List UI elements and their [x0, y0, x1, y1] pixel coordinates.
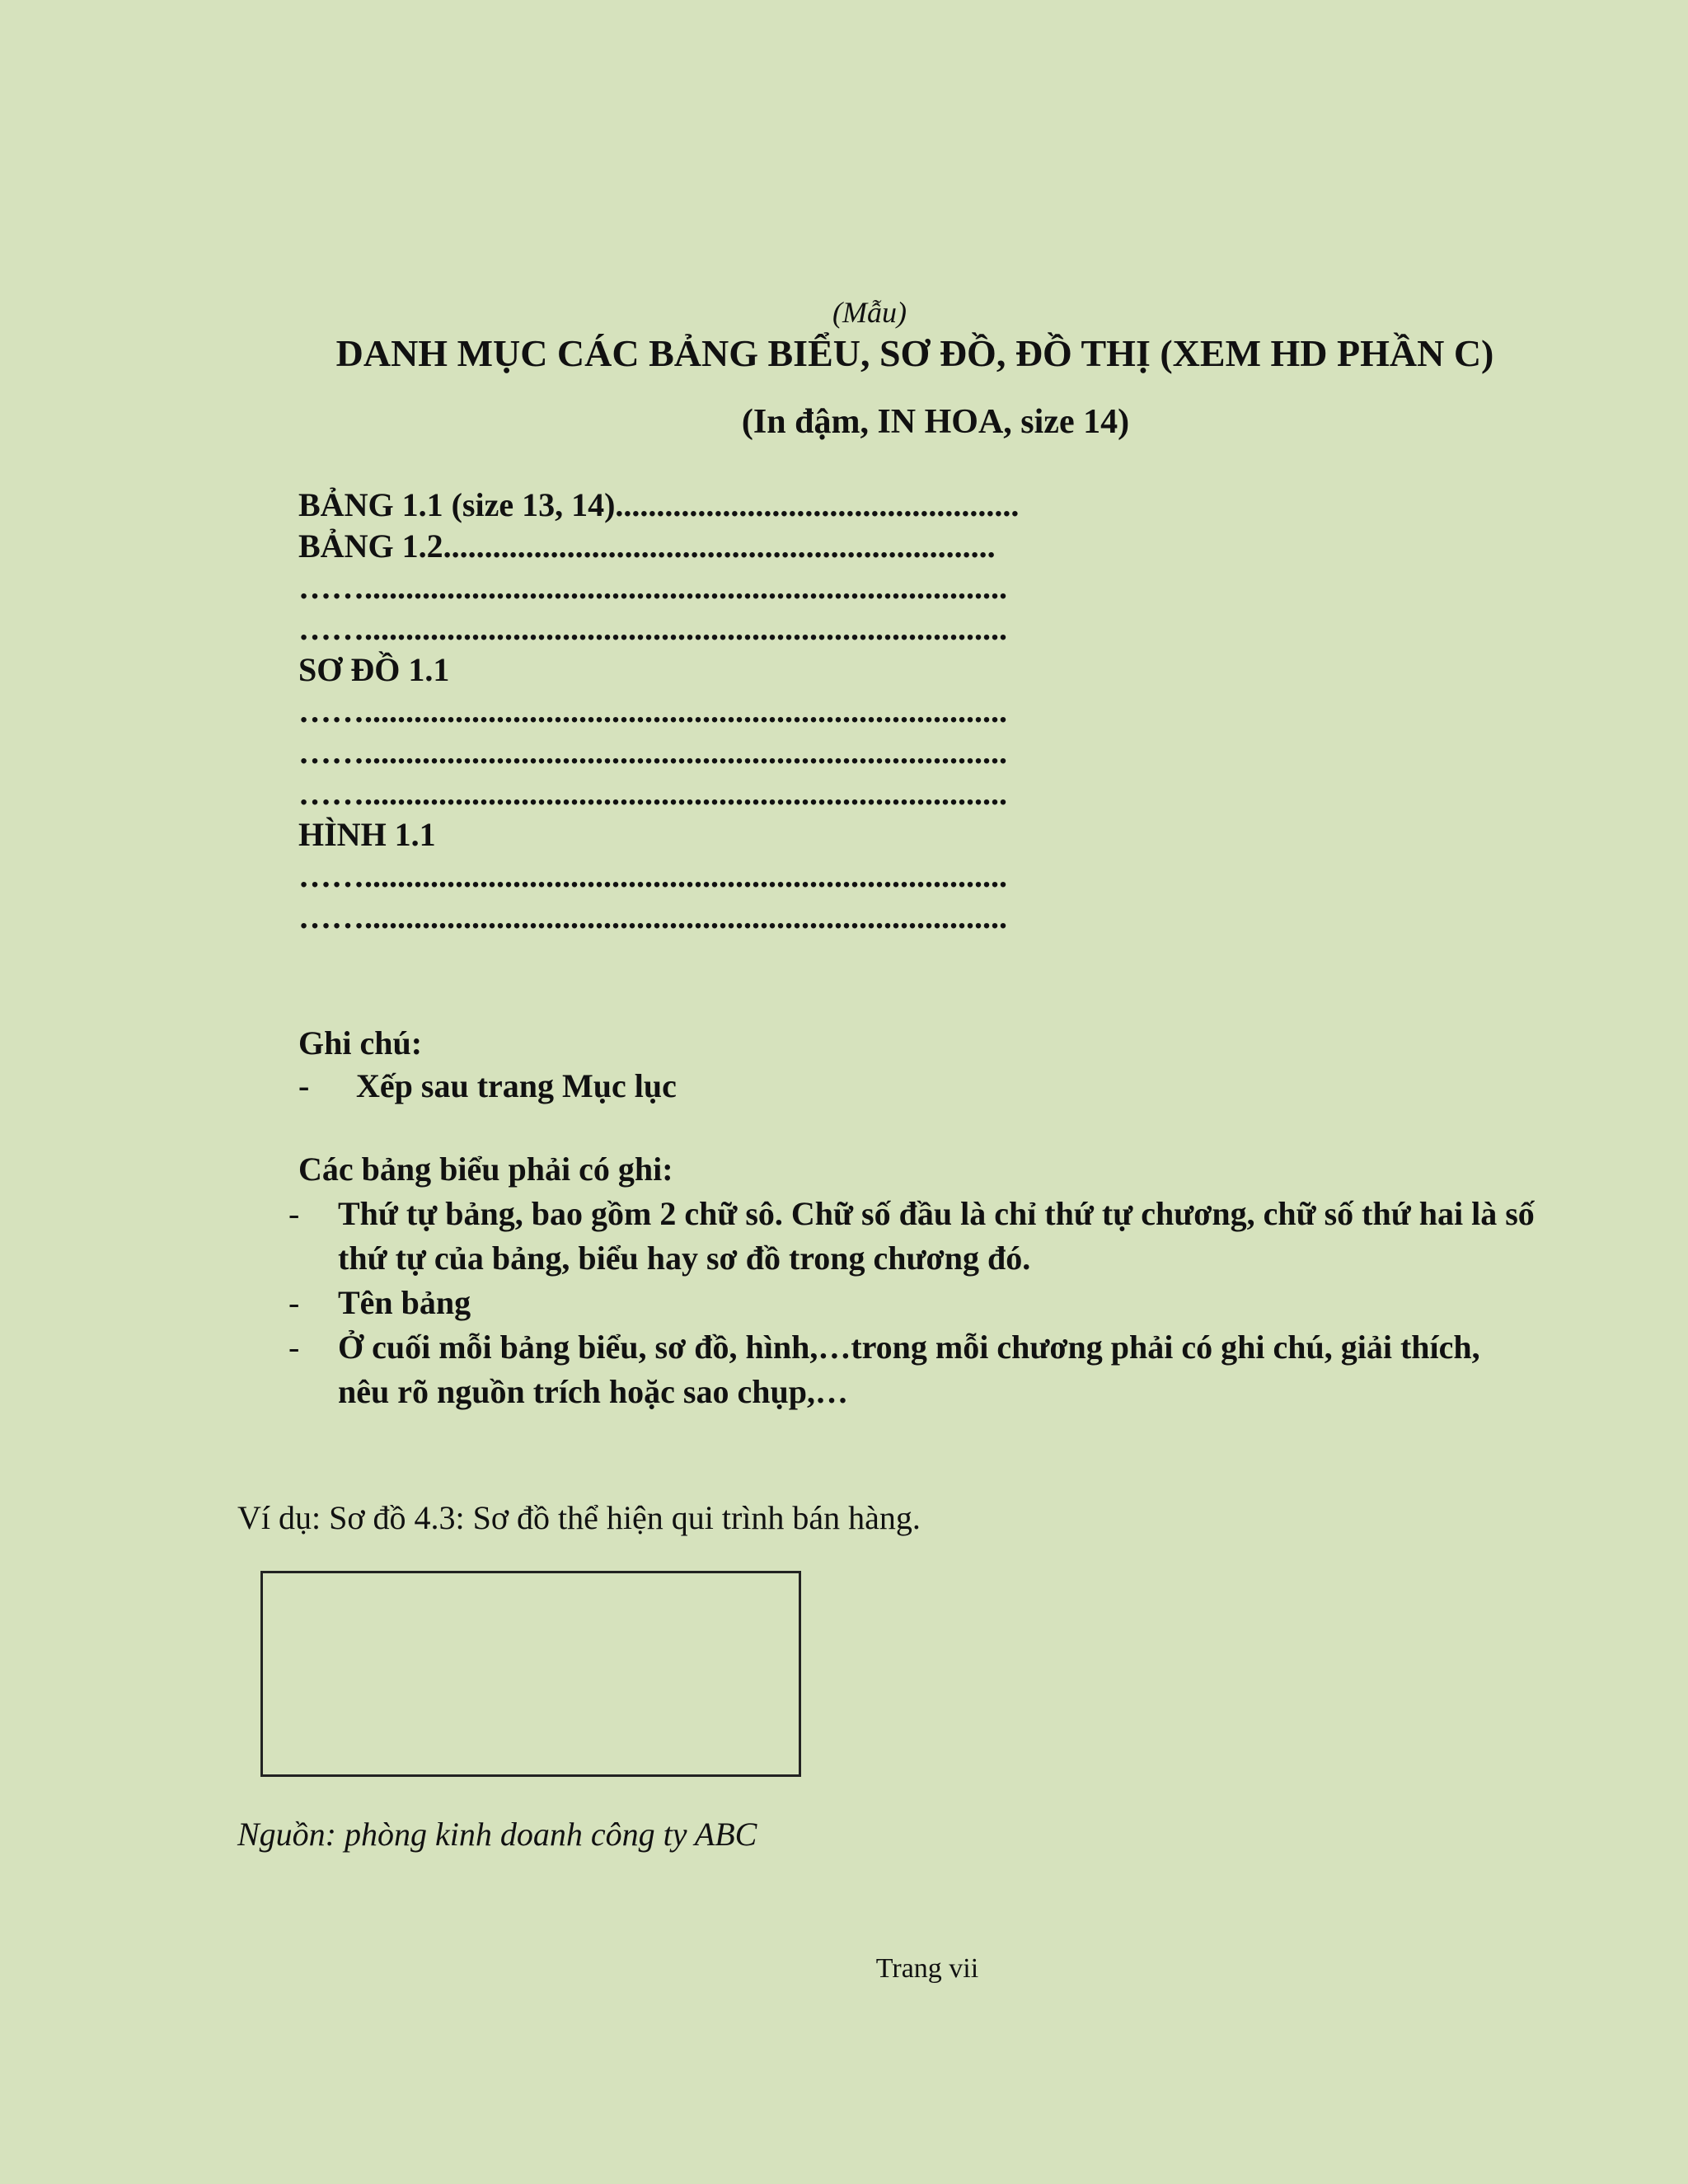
page-subtitle: (In đậm, IN HOA, size 14) — [741, 403, 1130, 441]
requirements-list — [288, 1192, 1535, 1414]
toc-line: HÌNH 1.1 — [298, 816, 436, 853]
toc-line: BẢNG 1.1 (size 13, 14)................................................. — [298, 486, 1020, 523]
toc-line: …….............................................................................. — [298, 733, 1007, 771]
list-item — [288, 1281, 1535, 1325]
example-caption: Ví dụ: Sơ đồ 4.3: Sơ đồ thể hiện qui trình bán hàng. — [237, 1499, 921, 1536]
dash-bullet: - — [288, 1284, 300, 1321]
table-of-figures — [298, 485, 1123, 938]
toc-line: …….............................................................................. — [298, 775, 1007, 812]
requirements-section — [288, 1147, 1535, 1414]
toc-line: …….............................................................................. — [298, 692, 1007, 729]
list-item-text: Tên bảng — [338, 1284, 471, 1321]
notes-item-text: Xếp sau trang Mục lục — [356, 1067, 677, 1104]
toc-line: …….............................................................................. — [298, 857, 1007, 894]
list-item — [288, 1192, 1535, 1281]
list-item-text: Ở cuối mỗi bảng biểu, sơ đồ, hình,…trong mỗi chương phải có ghi chú, giải thích, nêu rõ nguồn trích hoặc sao chụp,… — [338, 1329, 1480, 1410]
toc-line: SƠ ĐỒ 1.1 — [298, 651, 450, 688]
toc-line: …….............................................................................. — [298, 610, 1007, 647]
list-item-text: Thứ tự bảng, bao gồm 2 chữ sô. Chữ số đầu là chỉ thứ tự chương, chữ số thứ hai là số thứ tự của bảng, biểu hay sơ đồ trong chương đó. — [338, 1195, 1535, 1277]
toc-line: …….............................................................................. — [298, 569, 1007, 606]
dash-bullet: - — [298, 1067, 310, 1104]
page-number: Trang vii — [875, 1953, 979, 1984]
dash-bullet: - — [288, 1329, 300, 1366]
notes-heading: Ghi chú: — [298, 1024, 423, 1062]
notes-section — [298, 1022, 1535, 1108]
list-item — [288, 1325, 1535, 1414]
toc-line: …….............................................................................. — [298, 898, 1007, 935]
notes-item — [298, 1065, 1535, 1108]
source-note: Nguồn: phòng kinh doanh công ty ABC — [237, 1816, 757, 1853]
diagram-placeholder — [260, 1571, 801, 1777]
toc-line: BẢNG 1.2................................................................... — [298, 527, 996, 565]
page-title: DANH MỤC CÁC BẢNG BIỂU, SƠ ĐỒ, ĐỒ THỊ (XEM HD PHẦN C) — [335, 332, 1494, 374]
dash-bullet: - — [288, 1195, 300, 1232]
requirements-heading: Các bảng biểu phải có ghi: — [298, 1151, 673, 1188]
template-label: (Mẫu) — [832, 296, 907, 329]
